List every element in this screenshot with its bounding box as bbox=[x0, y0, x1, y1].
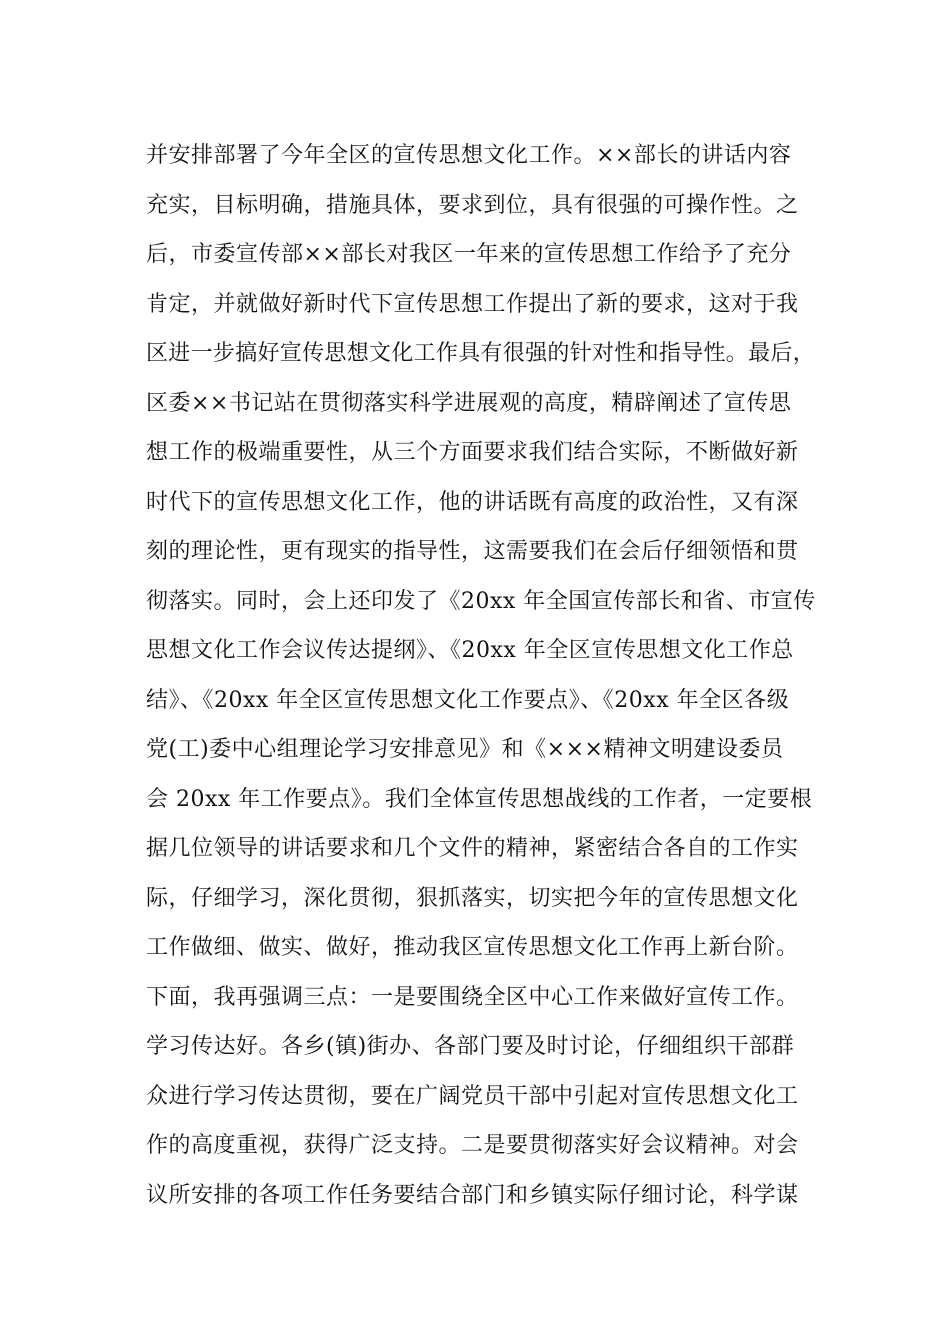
text-line: 区进一步搞好宣传思想文化工作具有很强的针对性和指导性。最后， bbox=[146, 341, 816, 366]
text-line: 思想文化工作会议传达提纲》、《20xx 年全区宣传思想文化工作总 bbox=[146, 638, 794, 663]
text-line: 后，市委宣传部××部长对我区一年来的宣传思想工作给予了充分 bbox=[146, 242, 792, 267]
text-line: 际，仔细学习，深化贯彻，狠抓落实，切实把今年的宣传思想文化 bbox=[146, 885, 799, 911]
text-line: 想工作的极端重要性，从三个方面要求我们结合实际，不断做好新 bbox=[146, 440, 799, 465]
body-text bbox=[146, 131, 816, 1220]
text-line: 据几位领导的讲话要求和几个文件的精神，紧密结合各自的工作实 bbox=[146, 836, 799, 861]
text-line: 议所安排的各项工作任务要结合部门和乡镇实际仔细讨论，科学谋 bbox=[146, 1182, 799, 1208]
text-line: 结》、《20xx 年全区宣传思想文化工作要点》、《20xx 年全区各级 bbox=[146, 687, 790, 713]
text-line: 众进行学习传达贯彻，要在广阔党员干部中引起对宣传思想文化工 bbox=[146, 1083, 799, 1109]
text-line: 会 20xx 年工作要点》。我们全体宣传思想战线的工作者，一定要根 bbox=[146, 786, 813, 812]
text-line: 时代下的宣传思想文化工作，他的讲话既有高度的政治性，又有深 bbox=[146, 489, 799, 515]
text-line: 彻落实。同时，会上还印发了《20xx 年全国宣传部长和省、市宣传 bbox=[146, 588, 816, 614]
text-line: 肯定，并就做好新时代下宣传思想工作提出了新的要求，这对于我 bbox=[146, 291, 799, 317]
text-line: 学习传达好。各乡(镇)街办、各部门要及时讨论，仔细组织干部群 bbox=[146, 1034, 795, 1059]
text-line: 充实，目标明确，措施具体，要求到位，具有很强的可操作性。之 bbox=[146, 192, 799, 218]
text-line: 工作做细、做实、做好，推动我区宣传思想文化工作再上新台阶。 bbox=[146, 935, 799, 960]
text-line: 区委××书记站在贯彻落实科学进展观的高度，精辟阐述了宣传思 bbox=[146, 390, 792, 416]
text-line: 并安排部署了今年全区的宣传思想文化工作。××部长的讲话内容 bbox=[146, 143, 792, 168]
text-line: 刻的理论性，更有现实的指导性，这需要我们在会后仔细领悟和贯 bbox=[146, 539, 799, 564]
text-line: 党(工)委中心组理论学习安排意见》和《×××精神文明建设委员 bbox=[146, 737, 784, 762]
text-line: 作的高度重视，获得广泛支持。二是要贯彻落实好会议精神。对会 bbox=[146, 1133, 799, 1158]
text-line: 下面，我再强调三点：一是要围绕全区中心工作来做好宣传工作。 bbox=[146, 984, 799, 1010]
